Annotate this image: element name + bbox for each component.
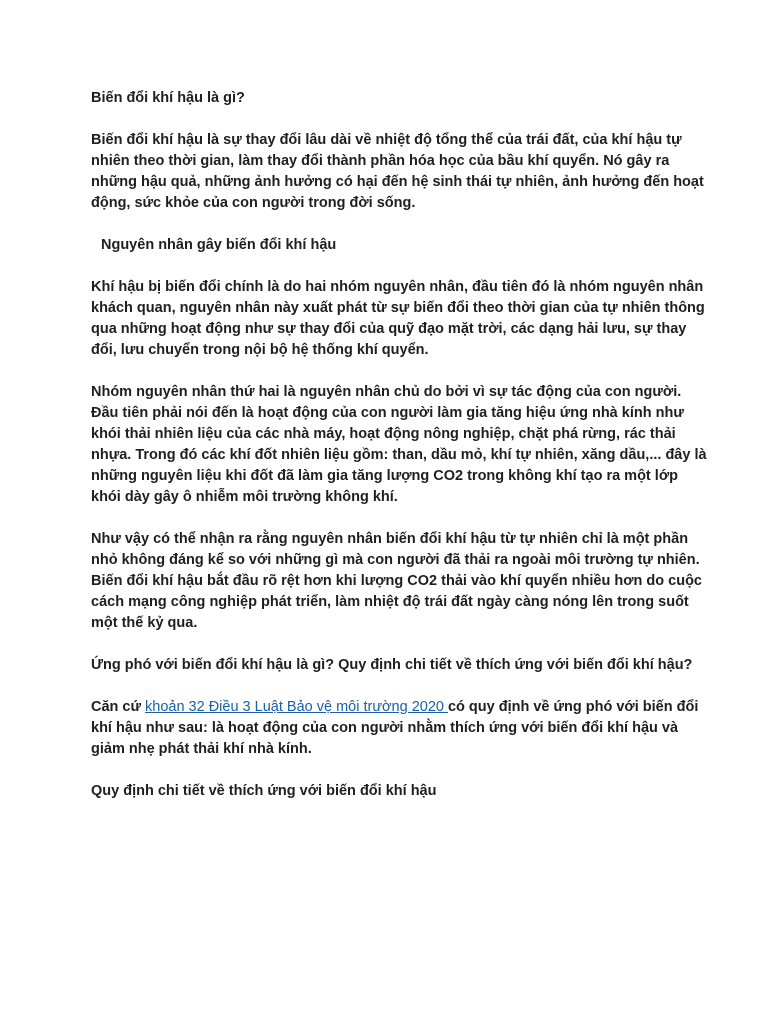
legal-prefix-text: Căn cứ [91, 699, 146, 715]
document-page [91, 88, 709, 823]
paragraph-definition: Biến đổi khí hậu là sự thay đổi lâu dài về nhiệt độ tổng thể của trái đất, của khí hậu tự nhiên theo thời gian, làm thay đổi thành phần hóa học của bầu khí quyển. Nó gây ra những hậu quả, những ảnh hưởng có hại đến hệ sinh thái tự nhiên, ảnh hưởng đến hoạt động, sức khỏe của con người trong đời sống. [91, 132, 704, 211]
heading-response: Ứng phó với biến đổi khí hậu là gì? Quy định chi tiết về thích ứng với biến đổi khí hậu? [91, 657, 693, 673]
paragraph-causes-objective: Khí hậu bị biến đổi chính là do hai nhóm nguyên nhân, đầu tiên đó là nhóm nguyên nhân khách quan, nguyên nhân này xuất phát từ sự biến đổi theo thời gian của tự nhiên thông qua những hoạt động như sự thay đổi của quỹ đạo mặt trời, các dạng hải lưu, sự thay đổi, lưu chuyển trong nội bộ hệ thống khí quyển. [91, 279, 705, 358]
paragraph-legal-basis [91, 697, 709, 760]
paragraph-conclusion: Như vậy có thể nhận ra rằng nguyên nhân biến đổi khí hậu từ tự nhiên chỉ là một phần nhỏ không đáng kể so với những gì mà con người đã thải ra ngoài môi trường tự nhiên. Biến đổi khí hậu bắt đầu rõ rệt hơn khi lượng CO2 thải vào khí quyển nhiều hơn do cuộc cách mạng công nghiệp phát triển, làm nhiệt độ trái đất ngày càng nóng lên trong suốt một thế kỷ qua. [91, 531, 702, 631]
legal-suffix-text: có quy định về ứng phó với biến đổi khí hậu như sau: là hoạt động của con người nhằm thích ứng với biến đổi khí hậu và giảm nhẹ phát thải khí nhà kính. [91, 699, 699, 757]
heading-causes: Nguyên nhân gây biến đổi khí hậu [101, 237, 337, 253]
heading-regulation: Quy định chi tiết về thích ứng với biến đổi khí hậu [91, 783, 437, 799]
law-article-link[interactable]: khoản 32 Điều 3 Luật Bảo vệ môi trường 2020 [145, 699, 448, 715]
heading-definition: Biến đổi khí hậu là gì? [91, 90, 245, 106]
paragraph-causes-human: Nhóm nguyên nhân thứ hai là nguyên nhân chủ do bởi vì sự tác động của con người. Đầu tiên phải nói đến là hoạt động của con người làm gia tăng hiệu ứng nhà kính như khói thải nhiên liệu của các nhà máy, hoạt động nông nghiệp, chặt phá rừng, rác thải nhựa. Trong đó các khí đốt nhiên liệu gồm: than, dầu mỏ, khí tự nhiên, xăng dầu,... đây là những nguyên liệu khi đốt đã làm gia tăng lượng CO2 trong không khí tạo ra một lớp khói dày gây ô nhiễm môi trường không khí. [91, 384, 707, 505]
